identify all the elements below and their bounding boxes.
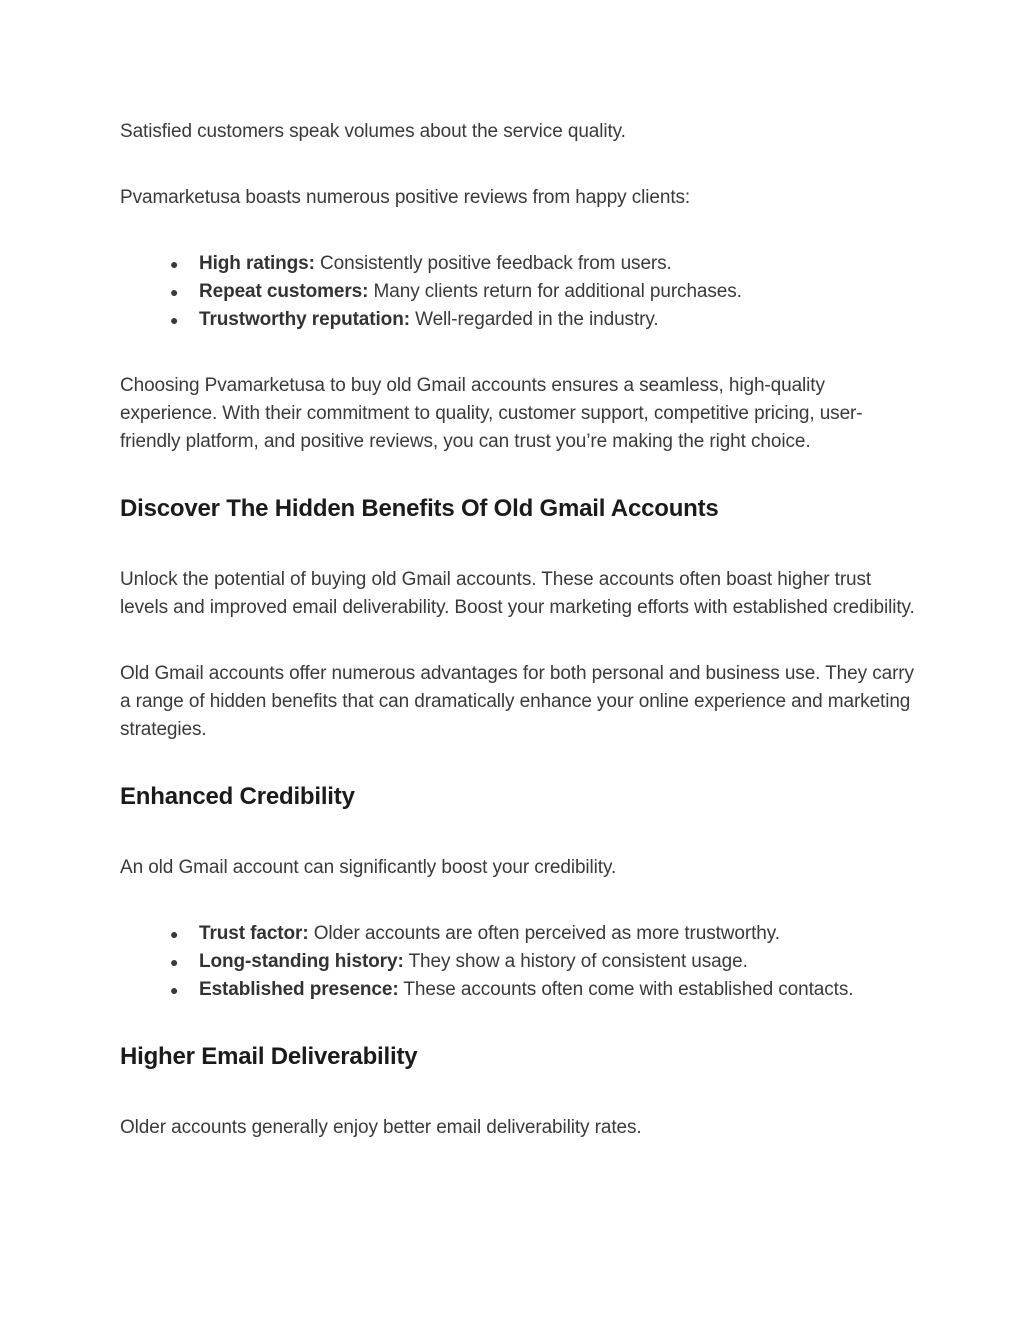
bullet-icon: ● [170,256,179,272]
list-item-label: High ratings: [199,253,315,274]
bullet-icon: ● [170,284,179,300]
paragraph: Satisfied customers speak volumes about the service quality. [120,121,626,142]
paragraph: An old Gmail account can significantly boost your credibility. [120,857,617,878]
list-item-text: Older accounts are often perceived as more trustworthy. [308,923,780,944]
section-heading: Enhanced Credibility [120,783,355,810]
bullet-icon: ● [170,982,179,998]
list-item [170,948,920,976]
bullet-list [120,250,920,334]
list-item-text: Consistently positive feedback from users. [314,253,672,274]
list-item-label: Trust factor: [199,923,309,944]
list-item-text: Well-regarded in the industry. [409,309,659,330]
bullet-icon: ● [170,312,179,328]
list-item [170,306,920,334]
list-item-text: These accounts often come with established contacts. [398,979,854,1000]
paragraph: Pvamarketusa boasts numerous positive reviews from happy clients: [120,187,691,208]
paragraph: Old Gmail accounts offer numerous advantages for both personal and business use. They carry a range of hidden benefits that can dramatically enhance your online experience and marketing strategies. [120,663,914,740]
list-item-text: Many clients return for additional purchases. [368,281,742,302]
document-page [120,118,920,1180]
list-item-label: Long-standing history: [199,951,404,972]
section-heading: Higher Email Deliverability [120,1043,418,1070]
bullet-icon: ● [170,926,179,942]
paragraph: Older accounts generally enjoy better email deliverability rates. [120,1117,642,1138]
list-item-label: Repeat customers: [199,281,369,302]
list-item [170,278,920,306]
list-item [170,250,920,278]
paragraph: Unlock the potential of buying old Gmail accounts. These accounts often boast higher trust levels and improved email deliverability. Boost your marketing efforts with established credibility. [120,569,915,618]
list-item [170,920,920,948]
bullet-icon: ● [170,954,179,970]
list-item-label: Trustworthy reputation: [199,309,410,330]
section-heading: Discover The Hidden Benefits Of Old Gmail Accounts [120,495,719,522]
list-item [170,976,920,1004]
bullet-list [120,920,920,1004]
list-item-text: They show a history of consistent usage. [403,951,748,972]
list-item-label: Established presence: [199,979,399,1000]
paragraph: Choosing Pvamarketusa to buy old Gmail accounts ensures a seamless, high-quality experience. With their commitment to quality, customer support, competitive pricing, user-friendly platform, and positive reviews, you can trust you’re making the right choice. [120,375,863,452]
